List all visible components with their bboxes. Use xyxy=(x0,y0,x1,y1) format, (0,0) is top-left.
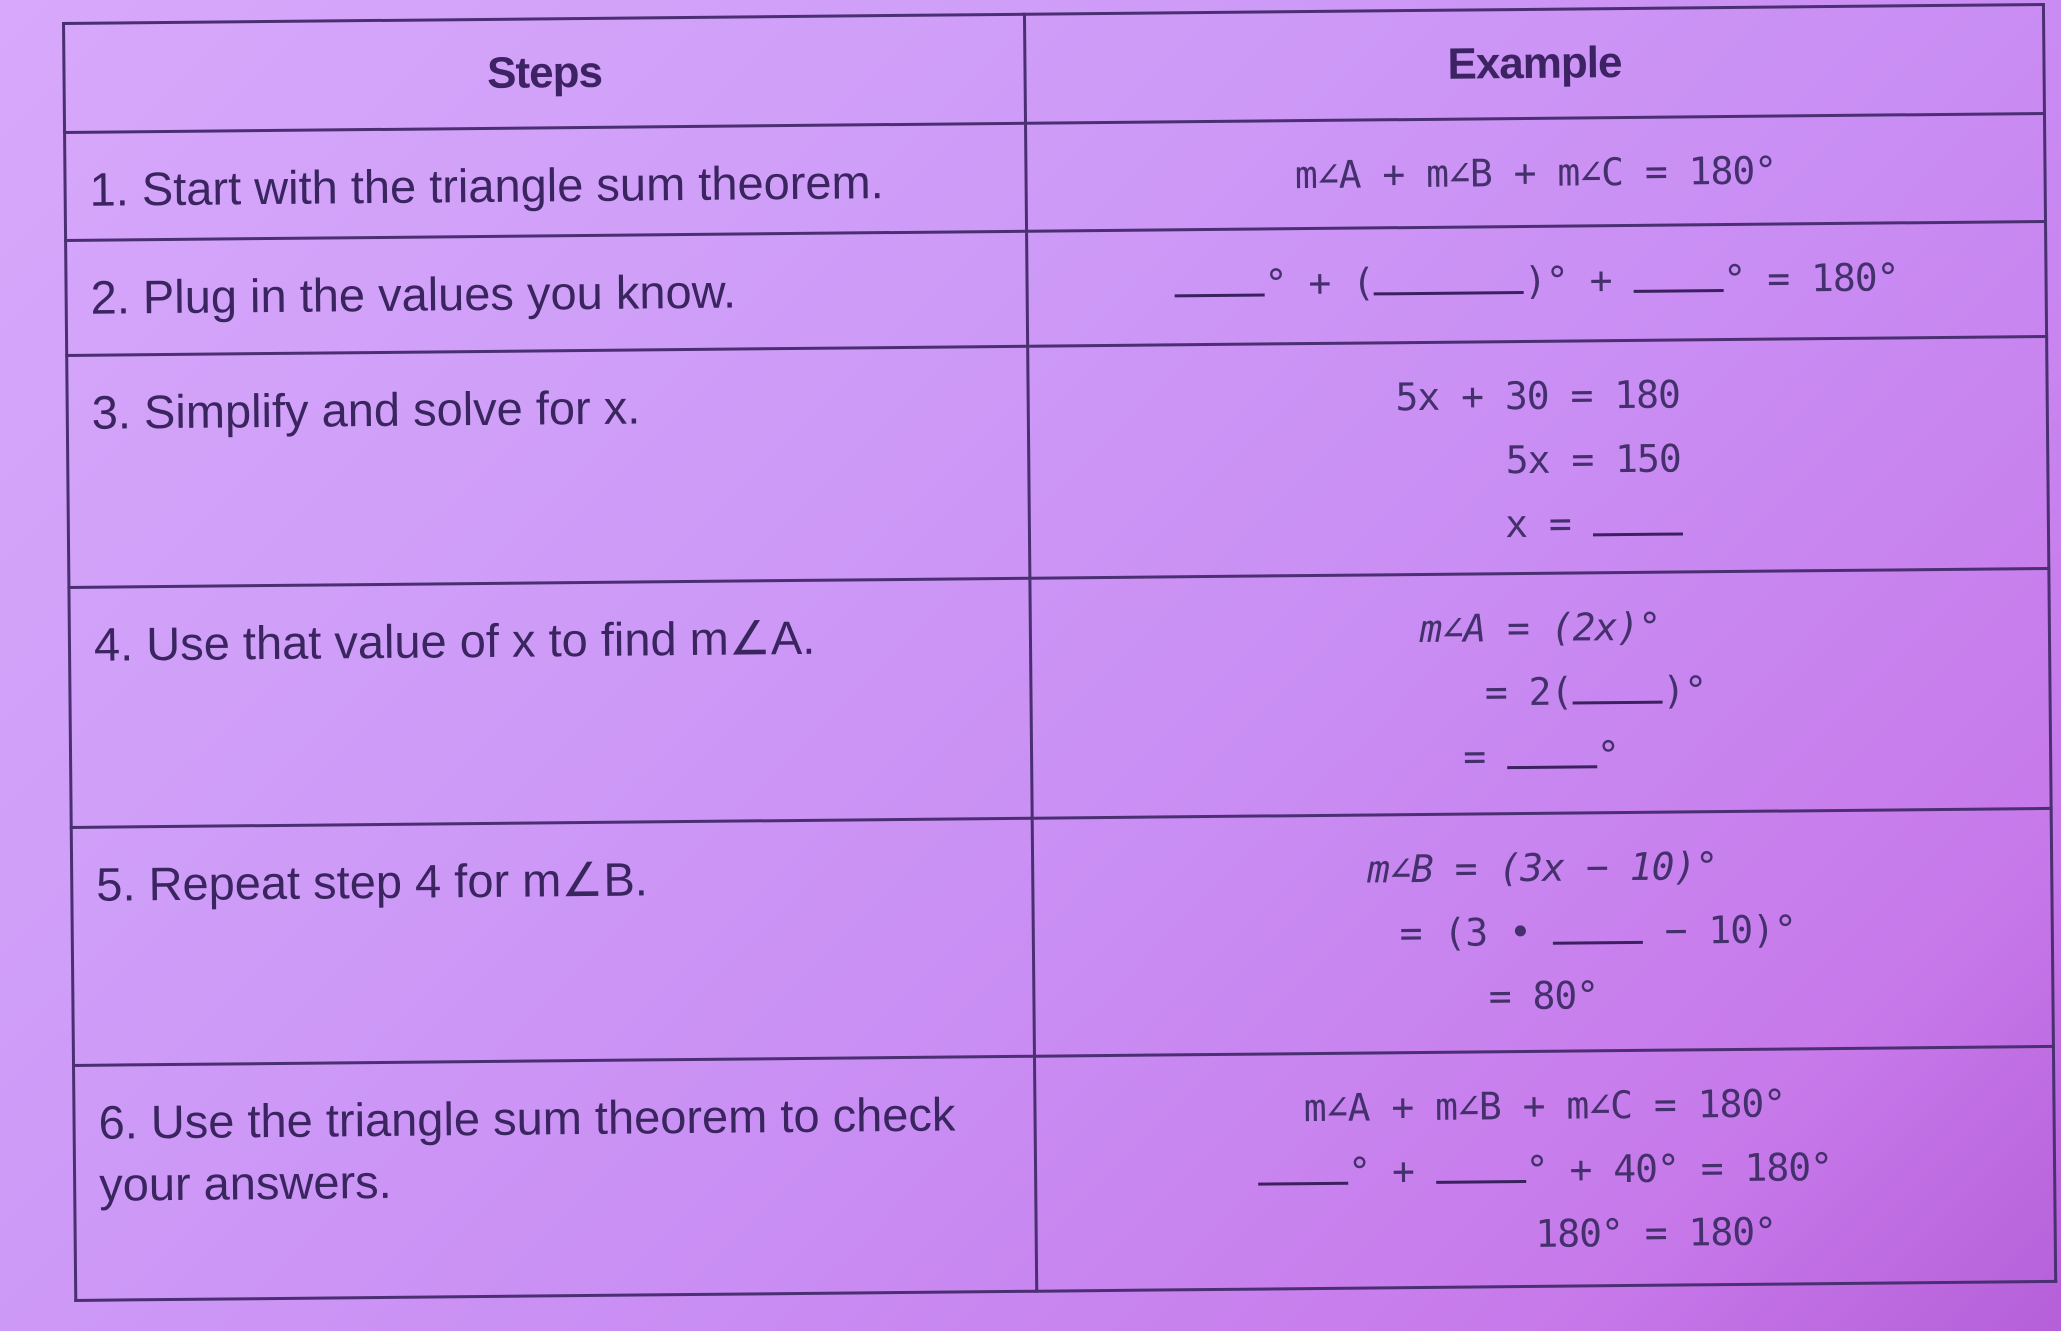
header-steps: Steps xyxy=(64,14,1026,132)
step-cell xyxy=(66,231,1028,355)
step-4-text: 4. Use that value of x to find m∠A. xyxy=(93,610,816,671)
example-6-line-1: m∠A + m∠B + m∠C = 180° xyxy=(1303,1081,1786,1131)
answer-blank[interactable] xyxy=(1436,1150,1526,1184)
step-cell xyxy=(74,1056,1037,1300)
example-4-line-1: m∠A = (2x)° xyxy=(1419,604,1661,651)
header-example: Example xyxy=(1024,4,2044,123)
example-3-line-2: 5x = 150 xyxy=(1505,436,1681,483)
table-row xyxy=(65,113,2046,240)
example-5-line-3: = 80° xyxy=(1488,973,1599,1019)
example-cell xyxy=(1032,808,2053,1056)
worksheet xyxy=(62,3,2054,1294)
example-cell xyxy=(1030,568,2051,818)
table-row xyxy=(69,568,2051,827)
step-cell xyxy=(65,123,1027,240)
answer-blank[interactable] xyxy=(1572,671,1662,705)
example-5-line-2: = (3 • − 10)° xyxy=(1399,907,1797,956)
steps-table xyxy=(62,3,2057,1302)
example-6-line-2: ° + ° + 40° = 180° xyxy=(1038,1133,2053,1207)
example-cell xyxy=(1027,221,2047,346)
step-cell xyxy=(67,346,1030,587)
example-1-line-1: m∠A + m∠B + m∠C = 180° xyxy=(1294,148,1777,198)
example-2-line-1: ° + ( )° + ° = 180° xyxy=(1029,224,2044,318)
table-row xyxy=(71,808,2053,1065)
answer-blank[interactable] xyxy=(1374,261,1524,295)
step-3-text: 3. Simplify and solve for x. xyxy=(91,380,641,439)
step-6-text: 6. Use the triangle sum theorem to check your answers. xyxy=(98,1087,956,1211)
example-5-line-1: m∠B = (3x − 10)° xyxy=(1366,844,1718,892)
example-4-line-2: = 2( )° xyxy=(1484,668,1707,715)
answer-blank[interactable] xyxy=(1258,1152,1348,1186)
table-header-row xyxy=(64,4,2045,132)
answer-blank[interactable] xyxy=(1553,911,1643,945)
step-2-text: 2. Plug in the values you know. xyxy=(90,264,737,324)
example-cell xyxy=(1034,1046,2055,1291)
step-1-text: 1. Start with the triangle sum theorem. xyxy=(89,155,884,216)
example-3-line-3: x = xyxy=(1032,487,2047,561)
step-5-text: 5. Repeat step 4 for m∠B. xyxy=(96,852,649,911)
answer-blank[interactable] xyxy=(1507,735,1597,769)
answer-blank[interactable] xyxy=(1592,502,1682,536)
example-cell xyxy=(1028,336,2049,578)
step-cell xyxy=(71,818,1034,1065)
table-row xyxy=(67,336,2049,587)
example-cell xyxy=(1026,113,2046,231)
example-4-line-3: = ° xyxy=(1463,733,1620,779)
step-cell xyxy=(69,578,1032,827)
answer-blank[interactable] xyxy=(1174,263,1264,297)
table-row xyxy=(74,1046,2056,1300)
answer-blank[interactable] xyxy=(1633,259,1723,293)
table-row xyxy=(66,221,2047,355)
example-3-line-1: 5x + 30 = 180 xyxy=(1395,372,1681,420)
example-6-line-3: 180° = 180° xyxy=(1535,1209,1777,1256)
